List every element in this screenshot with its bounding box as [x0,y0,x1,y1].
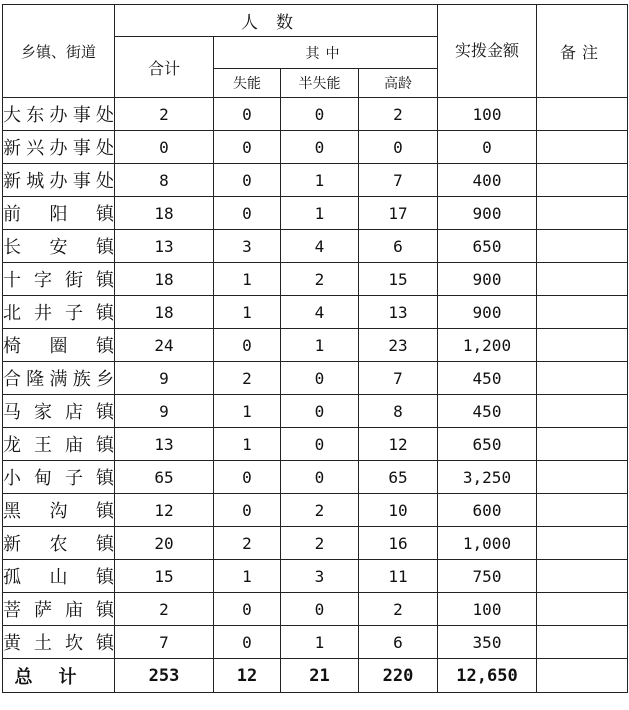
remark-cell[interactable] [537,461,628,494]
total-cell[interactable]: 15 [115,560,214,593]
semi-disabled-column-header[interactable]: 半失能 [281,69,359,98]
semi-disabled-cell[interactable]: 4 [281,230,359,263]
elderly-cell[interactable]: 2 [359,593,438,626]
amount-cell[interactable]: 900 [438,296,537,329]
total-disabled-cell[interactable]: 12 [214,659,281,693]
total-elderly-cell[interactable]: 220 [359,659,438,693]
remark-cell[interactable] [537,362,628,395]
elderly-cell[interactable]: 11 [359,560,438,593]
semi-disabled-cell[interactable]: 1 [281,164,359,197]
remark-cell[interactable] [537,296,628,329]
region-cell[interactable]: 新城办事处 [3,164,115,197]
amount-cell[interactable]: 0 [438,131,537,164]
amount-cell[interactable]: 400 [438,164,537,197]
table-row [3,230,628,263]
table-row [3,296,628,329]
subsidy-table [2,4,628,693]
grand-total-cell[interactable]: 253 [115,659,214,693]
region-cell[interactable]: 孤山镇 [3,560,115,593]
disabled-cell[interactable]: 0 [214,494,281,527]
semi-disabled-cell[interactable]: 1 [281,197,359,230]
header-row-1 [3,5,628,37]
amount-cell[interactable]: 350 [438,626,537,659]
total-cell[interactable]: 0 [115,131,214,164]
total-cell[interactable]: 13 [115,230,214,263]
amount-cell[interactable]: 450 [438,395,537,428]
remark-cell[interactable] [537,164,628,197]
elderly-cell[interactable]: 23 [359,329,438,362]
disabled-cell[interactable]: 1 [214,395,281,428]
of-which-group-header[interactable]: 其中 [214,37,438,69]
disabled-cell[interactable]: 0 [214,197,281,230]
table-row [3,98,628,131]
table-row [3,527,628,560]
semi-disabled-cell[interactable]: 0 [281,395,359,428]
amount-cell[interactable]: 900 [438,263,537,296]
region-cell[interactable]: 菩萨庙镇 [3,593,115,626]
total-cell[interactable]: 13 [115,428,214,461]
disabled-cell[interactable]: 1 [214,428,281,461]
remark-cell[interactable] [537,428,628,461]
total-cell[interactable]: 8 [115,164,214,197]
totals-label[interactable]: 总计 [3,659,115,693]
remark-cell[interactable] [537,593,628,626]
region-cell[interactable]: 黑沟镇 [3,494,115,527]
amount-cell[interactable]: 600 [438,494,537,527]
total-cell[interactable]: 12 [115,494,214,527]
amount-column-header[interactable]: 实拨金额 [438,5,537,98]
disabled-cell[interactable]: 0 [214,329,281,362]
region-cell[interactable]: 前阳镇 [3,197,115,230]
disabled-cell[interactable]: 1 [214,263,281,296]
amount-cell[interactable]: 650 [438,230,537,263]
semi-disabled-cell[interactable]: 0 [281,98,359,131]
total-cell[interactable]: 9 [115,362,214,395]
table-row [3,593,628,626]
table-row [3,131,628,164]
remark-cell[interactable] [537,230,628,263]
remark-cell[interactable] [537,395,628,428]
amount-cell[interactable]: 100 [438,593,537,626]
total-cell[interactable]: 7 [115,626,214,659]
region-column-header[interactable]: 乡镇、街道 [3,5,115,98]
remark-cell[interactable] [537,329,628,362]
table-row [3,560,628,593]
amount-cell[interactable]: 1,000 [438,527,537,560]
semi-disabled-cell[interactable]: 1 [281,626,359,659]
total-column-header[interactable]: 合计 [115,37,214,98]
total-cell[interactable]: 18 [115,296,214,329]
remark-cell[interactable] [537,263,628,296]
elderly-cell[interactable]: 7 [359,362,438,395]
total-cell[interactable]: 65 [115,461,214,494]
elderly-cell[interactable]: 13 [359,296,438,329]
disabled-cell[interactable]: 0 [214,164,281,197]
total-cell[interactable]: 18 [115,263,214,296]
elderly-cell[interactable]: 2 [359,98,438,131]
region-cell[interactable]: 新农镇 [3,527,115,560]
remark-cell[interactable] [537,494,628,527]
disabled-cell[interactable]: 0 [214,98,281,131]
table-row [3,197,628,230]
elderly-cell[interactable]: 0 [359,131,438,164]
elderly-cell[interactable]: 12 [359,428,438,461]
total-cell[interactable]: 18 [115,197,214,230]
amount-cell[interactable]: 750 [438,560,537,593]
elderly-cell[interactable]: 15 [359,263,438,296]
semi-disabled-cell[interactable]: 0 [281,461,359,494]
semi-disabled-cell[interactable]: 4 [281,296,359,329]
elderly-column-header[interactable]: 高龄 [359,69,438,98]
table-row [3,461,628,494]
amount-cell[interactable]: 450 [438,362,537,395]
total-cell[interactable]: 9 [115,395,214,428]
region-cell[interactable]: 长安镇 [3,230,115,263]
disabled-cell[interactable]: 0 [214,461,281,494]
elderly-cell[interactable]: 10 [359,494,438,527]
remark-cell[interactable] [537,560,628,593]
semi-disabled-cell[interactable]: 0 [281,428,359,461]
disabled-cell[interactable]: 0 [214,626,281,659]
elderly-cell[interactable]: 16 [359,527,438,560]
region-cell[interactable]: 马家店镇 [3,395,115,428]
total-amount-cell[interactable]: 12,650 [438,659,537,693]
semi-disabled-cell[interactable]: 2 [281,527,359,560]
table-row [3,329,628,362]
amount-cell[interactable]: 100 [438,98,537,131]
remark-cell[interactable] [537,527,628,560]
disabled-column-header[interactable]: 失能 [214,69,281,98]
semi-disabled-cell[interactable]: 2 [281,263,359,296]
semi-disabled-cell[interactable]: 2 [281,494,359,527]
remark-column-header[interactable]: 备注 [537,5,628,98]
semi-disabled-cell[interactable]: 0 [281,131,359,164]
elderly-cell[interactable]: 65 [359,461,438,494]
region-cell[interactable]: 十字街镇 [3,263,115,296]
table-row [3,263,628,296]
totals-row [3,659,628,693]
elderly-cell[interactable]: 8 [359,395,438,428]
total-cell[interactable]: 20 [115,527,214,560]
elderly-cell[interactable]: 6 [359,230,438,263]
table-row [3,626,628,659]
disabled-cell[interactable]: 2 [214,362,281,395]
region-cell[interactable]: 新兴办事处 [3,131,115,164]
total-remark-cell[interactable] [537,659,628,693]
region-cell[interactable]: 大东办事处 [3,98,115,131]
people-count-group-header[interactable]: 人数 [115,5,438,37]
disabled-cell[interactable]: 2 [214,527,281,560]
region-cell[interactable]: 合隆满族乡 [3,362,115,395]
disabled-cell[interactable]: 1 [214,296,281,329]
region-cell[interactable]: 黄土坎镇 [3,626,115,659]
remark-cell[interactable] [537,197,628,230]
region-cell[interactable]: 龙王庙镇 [3,428,115,461]
table-row [3,494,628,527]
region-cell[interactable]: 小甸子镇 [3,461,115,494]
table-row [3,428,628,461]
remark-cell[interactable] [537,626,628,659]
disabled-cell[interactable]: 0 [214,593,281,626]
amount-cell[interactable]: 900 [438,197,537,230]
elderly-cell[interactable]: 7 [359,164,438,197]
elderly-cell[interactable]: 6 [359,626,438,659]
total-cell[interactable]: 2 [115,593,214,626]
table-row [3,395,628,428]
remark-cell[interactable] [537,98,628,131]
amount-cell[interactable]: 1,200 [438,329,537,362]
semi-disabled-cell[interactable]: 0 [281,362,359,395]
amount-cell[interactable]: 650 [438,428,537,461]
semi-disabled-cell[interactable]: 1 [281,329,359,362]
table-row [3,362,628,395]
total-cell[interactable]: 2 [115,98,214,131]
semi-disabled-cell[interactable]: 3 [281,560,359,593]
elderly-cell[interactable]: 17 [359,197,438,230]
disabled-cell[interactable]: 3 [214,230,281,263]
total-cell[interactable]: 24 [115,329,214,362]
amount-cell[interactable]: 3,250 [438,461,537,494]
table-row [3,164,628,197]
disabled-cell[interactable]: 0 [214,131,281,164]
semi-disabled-cell[interactable]: 0 [281,593,359,626]
remark-cell[interactable] [537,131,628,164]
region-cell[interactable]: 北井子镇 [3,296,115,329]
total-semi-disabled-cell[interactable]: 21 [281,659,359,693]
region-cell[interactable]: 椅圈镇 [3,329,115,362]
disabled-cell[interactable]: 1 [214,560,281,593]
